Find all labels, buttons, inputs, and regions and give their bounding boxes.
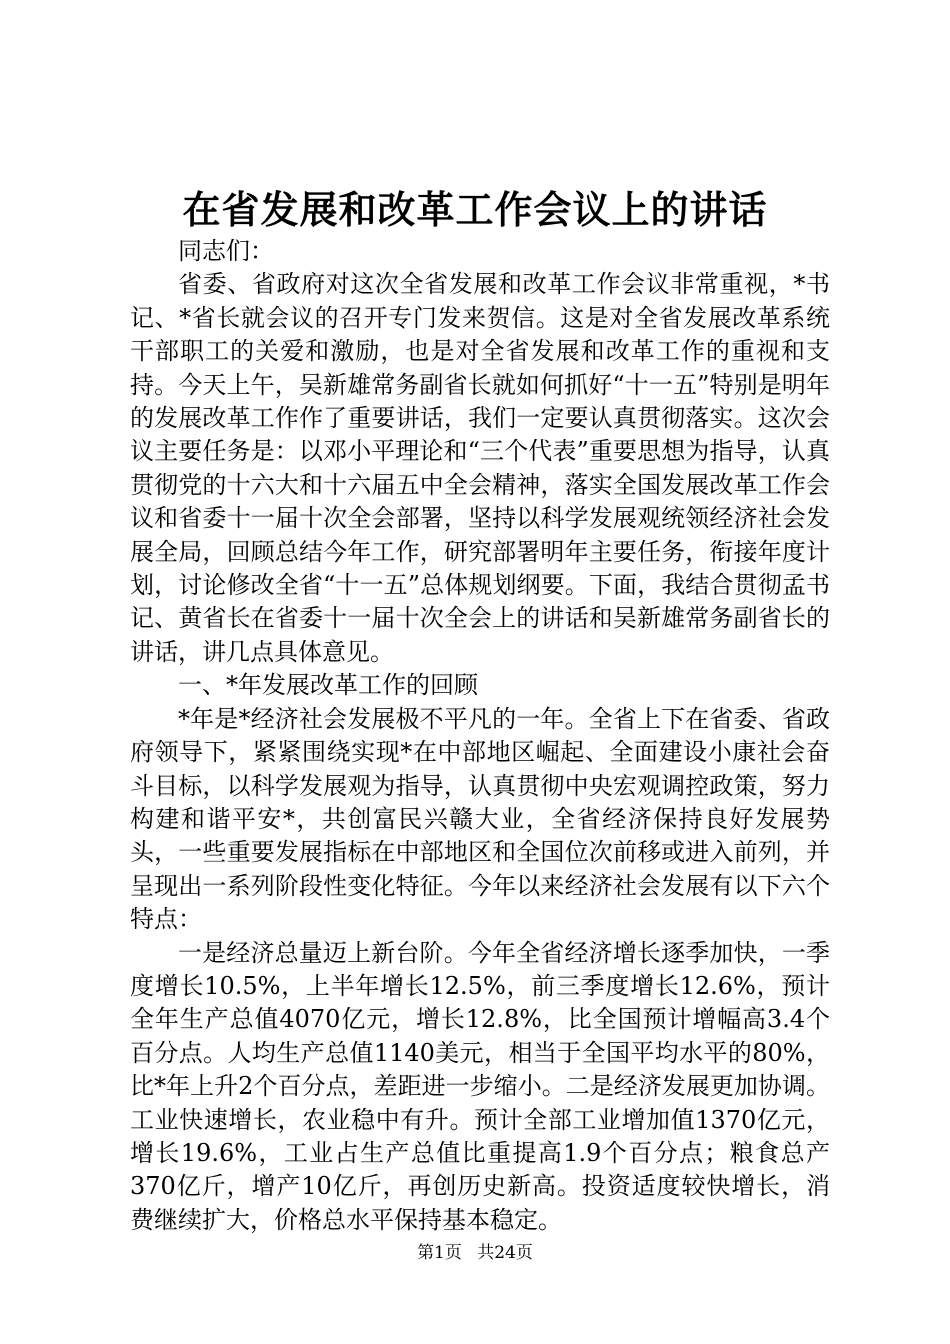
document-title: 在省发展和改革工作会议上的讲话 (182, 187, 768, 232)
page-total: 共24页 (477, 1243, 533, 1263)
body-paragraph: 省委、省政府对这次全省发展和改革工作会议非常重视，*书记、*省长就会议的召开专门发来贺信。这是对全省发展改革系统干部职工的关爱和激励，也是对全省发展和改革工作的重视和支持。今天上午，吴新雄常务副省长就如何抓好“十一五”特别是明年的发展改革工作作了重要讲话，我们一定要认真贯彻落实。这次会议主要任务是：以邓小平理论和“三个代表”重要思想为指导，认真贯彻党的十六大和十六届五中全会精神，落实全国发展改革工作会议和省委十一届十次全会部署，坚持以科学发展观统领经济社会发展全局，回顾总结今年工作，研究部署明年主要任务，衔接年度计划，讨论修改全省“十一五”总体规划纲要。下面，我结合贯彻孟书记、黄省长在省委十一届十次全会上的讲话和吴新雄常务副省长的讲话，讲几点具体意见。 (130, 270, 830, 666)
page-footer (0, 1242, 950, 1264)
body-paragraph: *年是*经济社会发展极不平凡的一年。全省上下在省委、省政府领导下，紧紧围绕实现*在中部地区崛起、全面建设小康社会奋斗目标，以科学发展观为指导，认真贯彻中央宏观调控政策，努力构建和谐平安*，共创富民兴赣大业，全省经济保持良好发展势头，一些重要发展指标在中部地区和全国位次前移或进入前列，并呈现出一系列阶段性变化特征。今年以来经济社会发展有以下六个特点： (130, 704, 830, 934)
body-paragraph: 一是经济总量迈上新台阶。今年全省经济增长逐季加快，一季度增长10.5%，上半年增长12.5%，前三季度增长12.6%，预计全年生产总值4070亿元，增长12.8%，比全国预计增幅高3.4个百分点。人均生产总值1140美元，相当于全国平均水平的80%，比*年上升2个百分点，差距进一步缩小。二是经济发展更加协调。工业快速增长，农业稳中有升。预计全部工业增加值1370亿元，增长19.6%，工业占生产总值比重提高1.9个百分点；粮食总产370亿斤，增产10亿斤，再创历史新高。投资适度较快增长，消费继续扩大，价格总水平保持基本稳定。 (130, 938, 830, 1234)
page-number: 第1页 (417, 1243, 462, 1263)
section-heading: 一、*年发展改革工作的回顾 (178, 671, 478, 700)
salutation: 同志们： (178, 237, 274, 265)
document-body (130, 235, 830, 1237)
